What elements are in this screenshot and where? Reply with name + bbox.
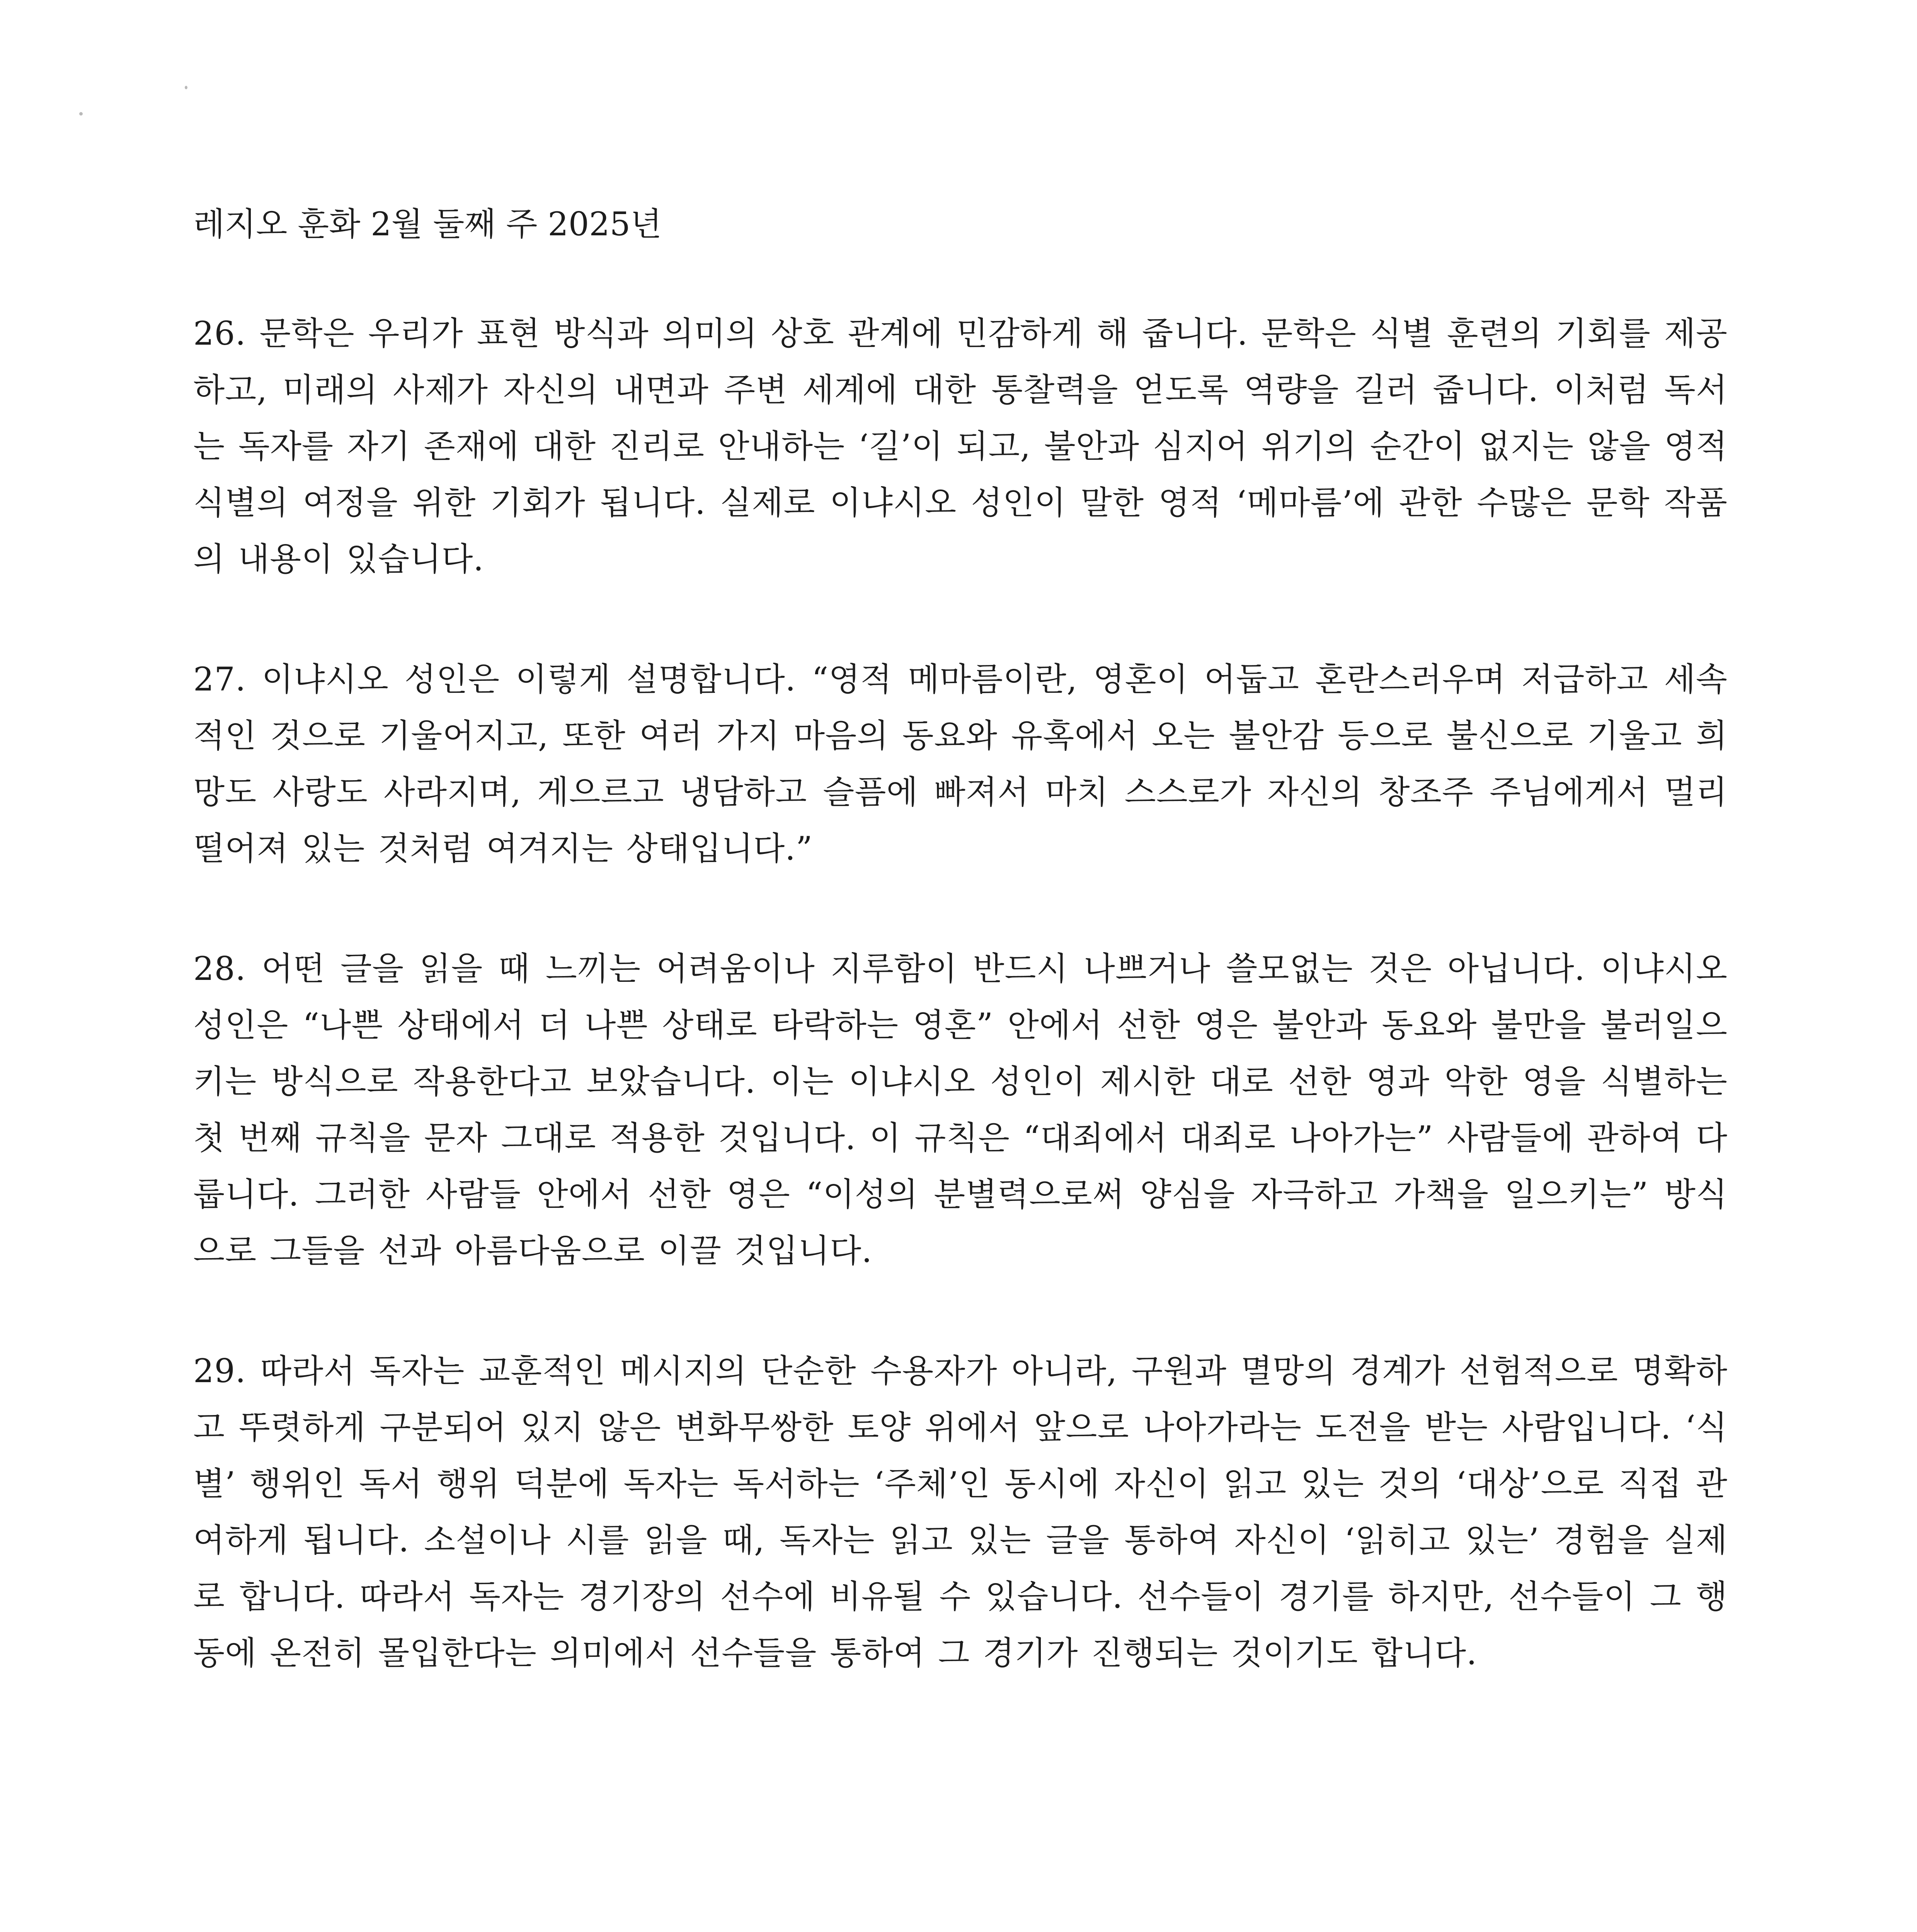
- document-body: [193, 305, 1728, 1745]
- document-header: 레지오 훈화 2월 둘째 주 2025년: [193, 205, 662, 243]
- paragraph-26: 26. 문학은 우리가 표현 방식과 의미의 상호 관계에 민감하게 해 줍니다. 문학은 식별 훈련의 기회를 제공하고, 미래의 사제가 자신의 내면과 주변 세계에 대한 통찰력을 얻도록 역량을 길러 줍니다. 이처럼 독서는 독자를 자기 존재에 대한 진리로 안내하는 ‘길’이 되고, 불안과 심지어 위기의 순간이 없지는 않을 영적 식별의 여정을 위한 기회가 됩니다. 실제로 이냐시오 성인이 말한 영적 ‘메마름’에 관한 수많은 문학 작품의 내용이 있습니다.: [193, 315, 1728, 578]
- scan-speck: [185, 86, 187, 89]
- paragraph-29: 29. 따라서 독자는 교훈적인 메시지의 단순한 수용자가 아니라, 구원과 멸망의 경계가 선험적으로 명확하고 뚜렷하게 구분되어 있지 않은 변화무쌍한 토양 위에서 앞으로 나아가라는 도전을 받는 사람입니다. ‘식별’ 행위인 독서 행위 덕분에 독자는 독서하는 ‘주체’인 동시에 자신이 읽고 있는 것의 ‘대상’으로 직접 관여하게 됩니다. 소설이나 시를 읽을 때, 독자는 읽고 있는 글을 통하여 자신이 ‘읽히고 있는’ 경험을 실제로 합니다. 따라서 독자는 경기장의 선수에 비유될 수 있습니다. 선수들이 경기를 하지만, 선수들이 그 행동에 온전히 몰입한다는 의미에서 선수들을 통하여 그 경기가 진행되는 것이기도 합니다.: [193, 1352, 1728, 1672]
- paragraph-28: 28. 어떤 글을 읽을 때 느끼는 어려움이나 지루함이 반드시 나쁘거나 쓸모없는 것은 아닙니다. 이냐시오 성인은 “나쁜 상태에서 더 나쁜 상태로 타락하는 영혼” 안에서 선한 영은 불안과 동요와 불만을 불러일으키는 방식으로 작용한다고 보았습니다. 이는 이냐시오 성인이 제시한 대로 선한 영과 악한 영을 식별하는 첫 번째 규칙을 문자 그대로 적용한 것입니다. 이 규칙은 “대죄에서 대죄로 나아가는” 사람들에 관하여 다룹니다. 그러한 사람들 안에서 선한 영은 “이성의 분별력으로써 양심을 자극하고 가책을 일으키는” 방식으로 그들을 선과 아름다움으로 이끌 것입니다.: [193, 950, 1728, 1270]
- scan-speck: [79, 112, 83, 116]
- paragraph-27: 27. 이냐시오 성인은 이렇게 설명합니다. “영적 메마름이란, 영혼이 어둡고 혼란스러우며 저급하고 세속적인 것으로 기울어지고, 또한 여러 가지 마음의 동요와 유혹에서 오는 불안감 등으로 불신으로 기울고 희망도 사랑도 사라지며, 게으르고 냉담하고 슬픔에 빠져서 마치 스스로가 자신의 창조주 주님에게서 멀리 떨어져 있는 것처럼 여겨지는 상태입니다.”: [193, 660, 1728, 867]
